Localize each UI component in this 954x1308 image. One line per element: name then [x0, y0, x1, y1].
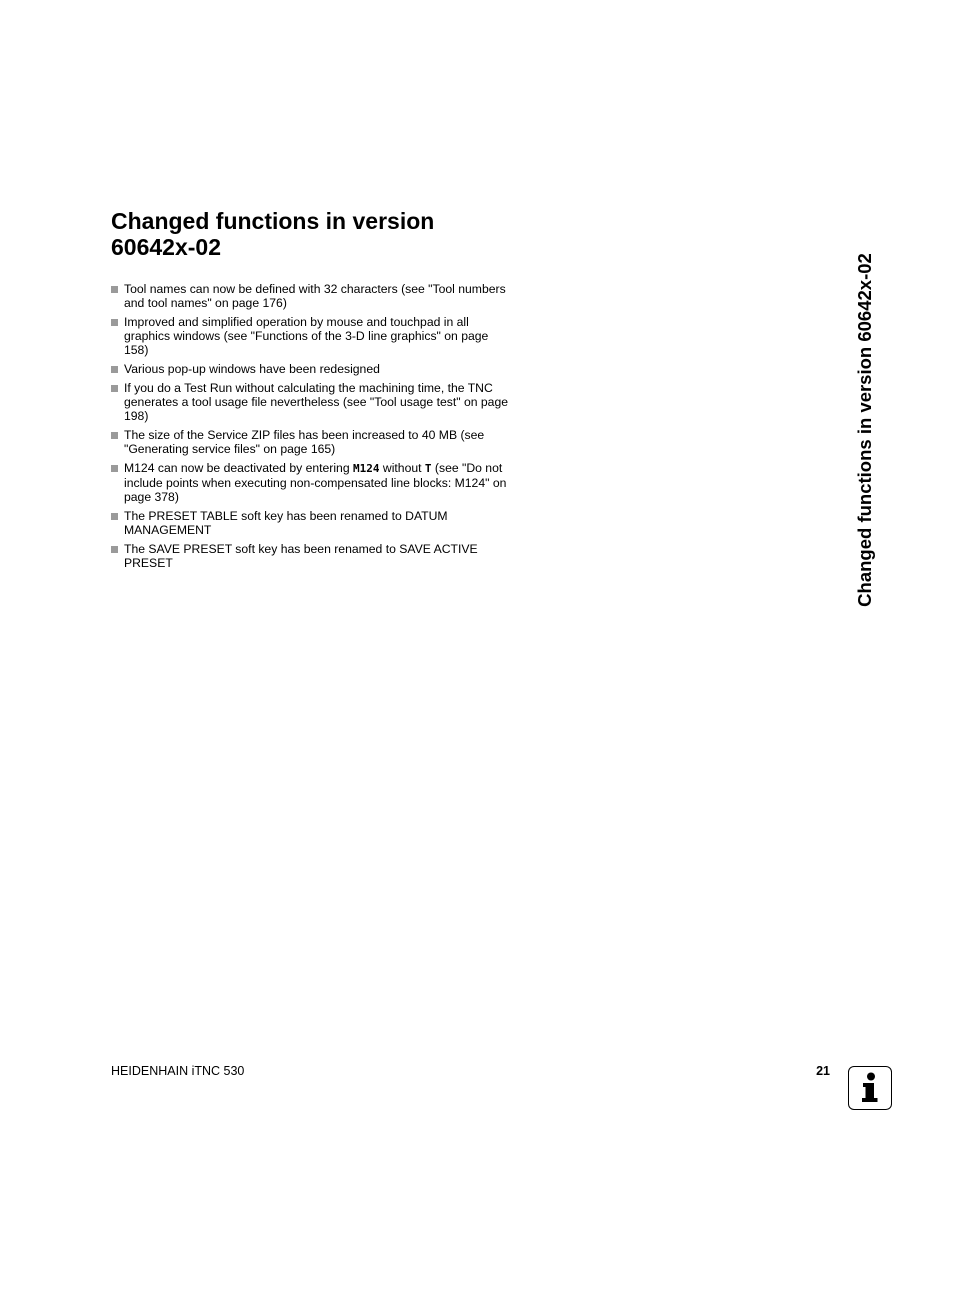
square-bullet-icon	[111, 366, 118, 373]
square-bullet-icon	[111, 546, 118, 553]
bullet-item	[111, 362, 511, 376]
bullet-item	[111, 315, 511, 357]
page-heading-line-2: 60642x-02	[111, 234, 221, 260]
bullet-text	[124, 282, 511, 310]
bullet-text	[124, 461, 511, 504]
bullet-item	[111, 509, 511, 537]
bullet-item	[111, 282, 511, 310]
square-bullet-icon	[111, 465, 118, 472]
bullet-text-segment: (see "Do not include points when executing non-compensated line blocks: M124" on page 378)	[124, 461, 507, 504]
bullet-text-segment: If you do a Test Run without calculating the machining time, the TNC generates a tool usage file nevertheless (see "Tool usage test" on page 198)	[124, 381, 509, 423]
square-bullet-icon	[111, 286, 118, 293]
footer-product-name: HEIDENHAIN iTNC 530	[111, 1064, 245, 1078]
bullet-text-segment: Improved and simplified operation by mouse and touchpad in all graphics windows (see "Functions of the 3-D line graphics" on page 158)	[124, 315, 489, 357]
page-heading	[111, 208, 531, 260]
code-keyword: M124	[353, 462, 380, 475]
bullet-text-segment: The SAVE PRESET soft key has been renamed to SAVE ACTIVE PRESET	[124, 542, 478, 570]
bullet-text	[124, 315, 511, 357]
bullet-text	[124, 428, 511, 456]
bullet-text-segment: The size of the Service ZIP files has been increased to 40 MB (see "Generating service files" on page 165)	[124, 428, 485, 456]
side-tab-title-text: Changed functions in version 60642x-02	[854, 253, 876, 607]
bullet-item	[111, 428, 511, 456]
bullet-item	[111, 461, 511, 504]
bullet-text-segment: without	[379, 461, 425, 475]
bullet-text	[124, 542, 511, 570]
square-bullet-icon	[111, 513, 118, 520]
bullet-text-segment: The PRESET TABLE soft key has been renamed to DATUM MANAGEMENT	[124, 509, 448, 537]
bullet-text	[124, 381, 511, 423]
bullet-text	[124, 509, 511, 537]
page-number: 21	[816, 1064, 830, 1078]
info-icon	[848, 1066, 892, 1110]
bullet-item	[111, 381, 511, 423]
bullet-text-segment: Tool names can now be defined with 32 characters (see "Tool numbers and tool names" on page 176)	[124, 282, 506, 310]
bullet-text	[124, 362, 511, 376]
code-keyword: T	[424, 462, 432, 475]
bullet-list	[111, 282, 511, 575]
page-heading-line-1: Changed functions in version	[111, 208, 435, 234]
side-tab-title	[845, 214, 885, 646]
square-bullet-icon	[111, 319, 118, 326]
bullet-text-segment: M124 can now be deactivated by entering	[124, 461, 354, 475]
bullet-item	[111, 542, 511, 570]
bullet-text-segment: Various pop-up windows have been redesigned	[124, 362, 380, 376]
square-bullet-icon	[111, 432, 118, 439]
square-bullet-icon	[111, 385, 118, 392]
